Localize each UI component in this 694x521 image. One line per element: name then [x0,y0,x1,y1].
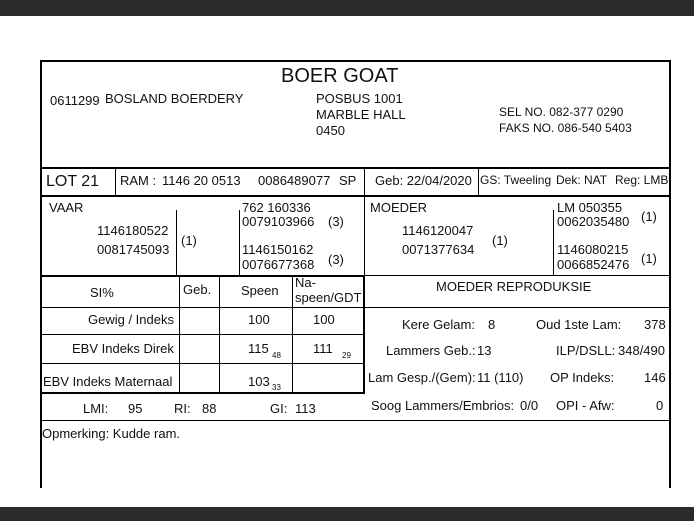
lammers-geb-label: Lammers Geb.: [386,343,476,358]
divider-lot-row [40,195,671,197]
breeder-number: 0611299 [50,93,100,108]
si-speen-value: 100 [248,312,270,327]
si-speen-sub: 48 [272,351,281,360]
ilp-label: ILP/DSLL: [556,343,616,358]
si-row-3 [40,363,364,364]
si-header-geb: Geb. [183,282,212,297]
moeder-bottom-id: 0066852476 [557,257,630,272]
kere-gelam-label: Kere Gelam: [402,317,475,332]
ilp-value: 348/490 [618,343,665,358]
repro-title: MOEDER REPRODUKSIE [436,279,592,294]
birth-date: Geb: 22/04/2020 [375,173,472,188]
vaar-bottom-count: (3) [328,252,344,267]
divider-repro-title [364,307,671,308]
opi-value: 0 [656,398,664,413]
si-row-label: EBV Indeks Direk [72,341,174,356]
ram-code: SP [339,173,357,188]
dam-id: 0071377634 [402,242,475,257]
moeder-bottom-number: 1146080215 [557,242,629,257]
address-line-3: 0450 [316,123,345,138]
moeder-bracket [553,210,554,275]
soog-value: 0/0 [520,398,539,413]
si-header-speen: Speen [241,283,279,298]
sel-number: SEL NO. 082-377 0290 [499,105,624,119]
dam-number: 1146120047 [402,223,474,238]
dek-value: Dek: NAT [556,173,608,187]
lot-divider-2 [364,167,365,195]
lmi-label: LMI: [83,401,109,416]
dam-count: (1) [492,233,508,248]
vaar-bottom-number: 1146150162 [242,242,314,257]
si-table-bottom [40,392,365,394]
si-header-naspeen: Na- speen/GDT [295,275,362,305]
vaar-label: VAAR [49,200,84,215]
si-speen-value: 115 [248,341,269,356]
si-naspeen-sub: 29 [342,351,351,360]
reg-value: Reg: LMB [615,173,669,187]
vaar-bracket-2 [239,210,240,275]
vaar-bracket [176,210,177,275]
address-line-2: MARBLE HALL [316,107,406,122]
faks-number: FAKS NO. 086-540 5403 [499,121,632,135]
vaar-top-count: (3) [328,214,344,229]
si-row-label: EBV Indeks Maternaal [43,374,173,389]
lot-number: LOT 21 [46,173,100,190]
bottom-dark-bar [0,507,694,521]
si-naspeen-value: 111 [313,341,333,356]
kere-gelam-value: 8 [488,317,496,332]
lmi-value: 95 [128,401,143,416]
divider-remarks [40,420,671,421]
moeder-label: MOEDER [370,200,428,215]
document-title: BOER GOAT [281,65,399,87]
sire-id: 0081745093 [97,242,170,257]
si-row-label: Gewig / Indeks [88,312,174,327]
si-header-si: SI% [90,285,114,300]
soog-label: Soog Lammers/Embrios: [371,398,515,413]
moeder-top-id: 0062035480 [557,214,630,229]
moeder-top-number: LM 050355 [557,200,623,215]
lammers-geb-value: 13 [477,343,492,358]
si-speen-value: 103 [248,374,270,389]
oud-lam-value: 378 [644,317,666,332]
vaar-top-number: 762 160336 [242,200,311,215]
moeder-top-count: (1) [641,209,657,224]
card-border-top [40,60,671,62]
vaar-top-id: 0079103966 [242,214,315,229]
ram-label: RAM : [120,173,157,188]
breeder-name: BOSLAND BOERDERY [105,91,244,106]
lot-divider-1 [115,167,116,195]
vaar-bottom-id: 0076677368 [242,257,315,272]
sire-number: 1146180522 [97,223,169,238]
ram-number: 1146 20 0513 [162,173,241,188]
lot-divider-3 [478,167,479,195]
goat-catalogue-card [40,60,671,488]
lam-gesp-label: Lam Gesp./(Gem): [368,370,476,385]
ri-value: 88 [202,401,217,416]
si-speen-sub: 33 [272,383,281,392]
pedigree-divider [364,195,365,275]
gi-label: GI: [270,401,288,416]
card-border-left [40,60,42,488]
ram-id: 0086489077 [258,173,331,188]
sire-count: (1) [181,233,197,248]
address-line-1: POSBUS 1001 [316,91,403,106]
si-row-1 [40,307,364,308]
si-row-2 [40,334,364,335]
oud-lam-label: Oud 1ste Lam: [536,317,622,332]
gs-value: GS: Tweeling [480,173,552,187]
lam-gesp-value: 11 (110) [477,370,524,385]
top-dark-bar [0,0,694,16]
remarks-text: Opmerking: Kudde ram. [42,426,181,441]
divider-header [40,167,671,169]
moeder-bottom-count: (1) [641,251,657,266]
gi-value: 113 [295,401,316,416]
op-indeks-label: OP Indeks: [550,370,615,385]
card-border-right [669,60,671,488]
ri-label: RI: [174,401,191,416]
op-indeks-value: 146 [644,370,666,385]
si-naspeen-value: 100 [313,312,335,327]
opi-label: OPI - Afw: [556,398,615,413]
